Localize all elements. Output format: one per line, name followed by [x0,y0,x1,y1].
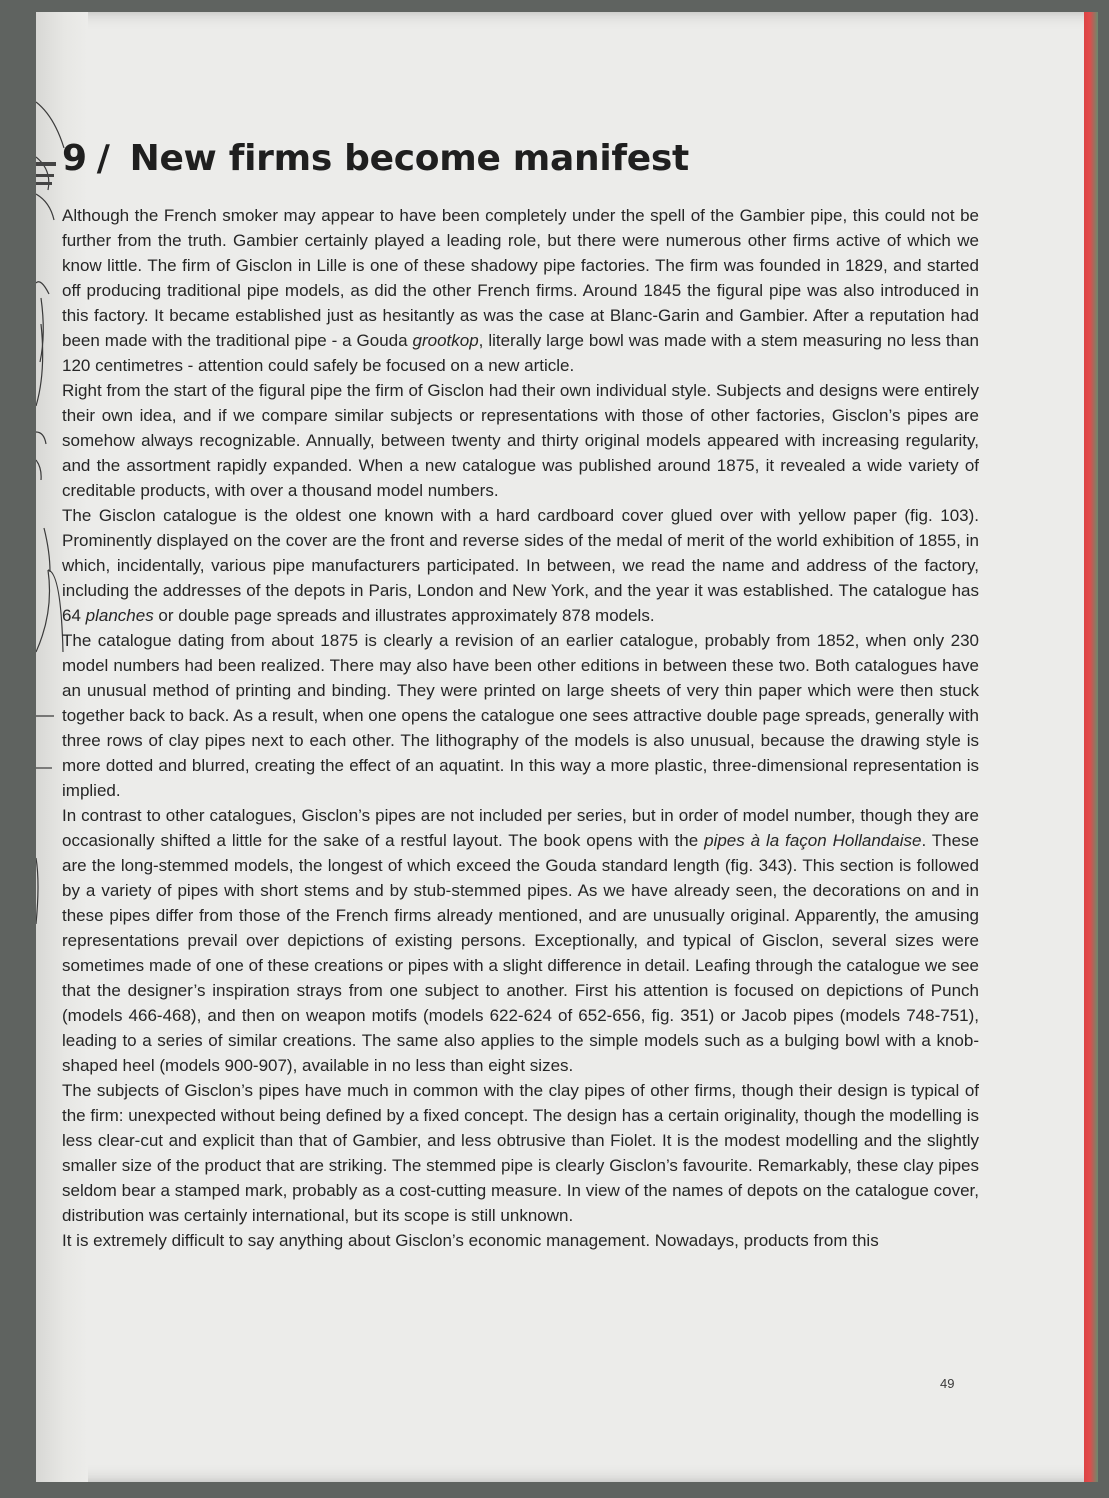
chapter-heading [62,138,979,179]
chapter-number: 9 [62,138,87,179]
chapter-title: New firms become manifest [129,138,689,179]
page-number: 49 [940,1376,955,1391]
paragraph: The subjects of Gisclon’s pipes have much in common with the clay pipes of other firms, though their design is typical of the firm: unexpected without being defined by a fixed concept. The design has a certain originality, though the modelling is less clear-cut and explicit than that of Gambier, and less obtrusive than Fiolet. It is the modest modelling and the slightly smaller size of the product that are striking. The stemmed pipe is clearly Gisclon’s favourite. Remarkably, these clay pipes seldom bear a stamped mark, probably as a cost-cutting measure. In view of the names of depots on the catalogue cover, distribution was certainly international, but its scope is still unknown. [62,1081,979,1226]
article [62,138,979,1253]
paragraph: It is extremely difficult to say anything about Gisclon’s economic management. Nowadays, products from this [62,1231,879,1251]
paragraph: Although the French smoker may appear to have been completely under the spell of the Gambier pipe, this could not be further from the truth. Gambier certainly played a leading role, but there were numerous other firms active of which we know little. The firm of Gisclon in Lille is one of these shadowy pipe factories. The firm was founded in 1829, and started off producing traditional pipe models, as did the other French firms. Around 1845 the figural pipe was also introduced in this factory. It became established just as hesitantly as was the case at Blanc-Garin and Gambier. After a reputation had been made with the traditional pipe - a Gouda grootkop, literally large bowl was made with a stem measuring no less than 120 centimetres - attention could safely be focused on a new article. [62,206,979,376]
paragraph: In contrast to other catalogues, Gisclon’s pipes are not included per series, but in order of model number, though they are occasionally shifted a little for the sake of a restful layout. The book opens with the pipes à la façon Hollandaise. These are the long-stemmed models, the longest of which exceed the Gouda standard length (fig. 343). This section is followed by a variety of pipes with short stems and by stub-stemmed pipes. As we have already seen, the decorations on and in these pipes differ from those of the French firms already mentioned, and are unusually original. Apparently, the amusing representations prevail over depictions of existing persons. Exceptionally, and typical of Gisclon, several sizes were sometimes made of one of these creations or pipes with a slight difference in detail. Leafing through the catalogue we see that the designer’s inspiration strays from one subject to another. First his attention is focused on depictions of Punch (models 466-468), and then on weapon motifs (models 622-624 of 652-656, fig. 351) or Jacob pipes (models 748-751), leading to a series of similar creations. The same also applies to the simple models such as a bulging bowl with a knob-shaped heel (models 900-907), available in no less than eight sizes. [62,806,979,1076]
paragraph: Right from the start of the figural pipe the firm of Gisclon had their own individual style. Subjects and designs were entirely their own idea, and if we compare similar subjects or representations with those of other factories, Gisclon’s pipes are somehow always recognizable. Annually, between twenty and thirty original models appeared with increasing regularity, and the assortment rapidly expanded. When a new catalogue was published around 1875, it revealed a wide variety of creditable products, with over a thousand model numbers. [62,381,979,501]
paragraph: The Gisclon catalogue is the oldest one known with a hard cardboard cover glued over with yellow paper (fig. 103). Prominently displayed on the cover are the front and reverse sides of the medal of merit of the world exhibition of 1855, in which, incidentally, various pipe manufacturers participated. In between, we read the name and address of the factory, including the addresses of the depots in Paris, London and New York, and the year it was established. The catalogue has 64 planches or double page spreads and illustrates approximately 878 models. [62,506,979,626]
book-page [36,12,1098,1482]
chapter-separator: / [96,138,110,179]
page-edge-strip [1084,12,1098,1482]
body-text [62,203,979,1253]
paragraph: The catalogue dating from about 1875 is clearly a revision of an earlier catalogue, probably from 1852, when only 230 model numbers had been realized. There may also have been other editions in between these two. Both catalogues have an unusual method of printing and binding. They were printed on large sheets of very thin paper which were then stuck together back to back. As a result, when one opens the catalogue one sees attractive double page spreads, generally with three rows of clay pipes next to each other. The lithography of the models is also unusual, because the drawing style is more dotted and blurred, creating the effect of an aquatint. In this way a more plastic, three-dimensional representation is implied. [62,631,979,801]
